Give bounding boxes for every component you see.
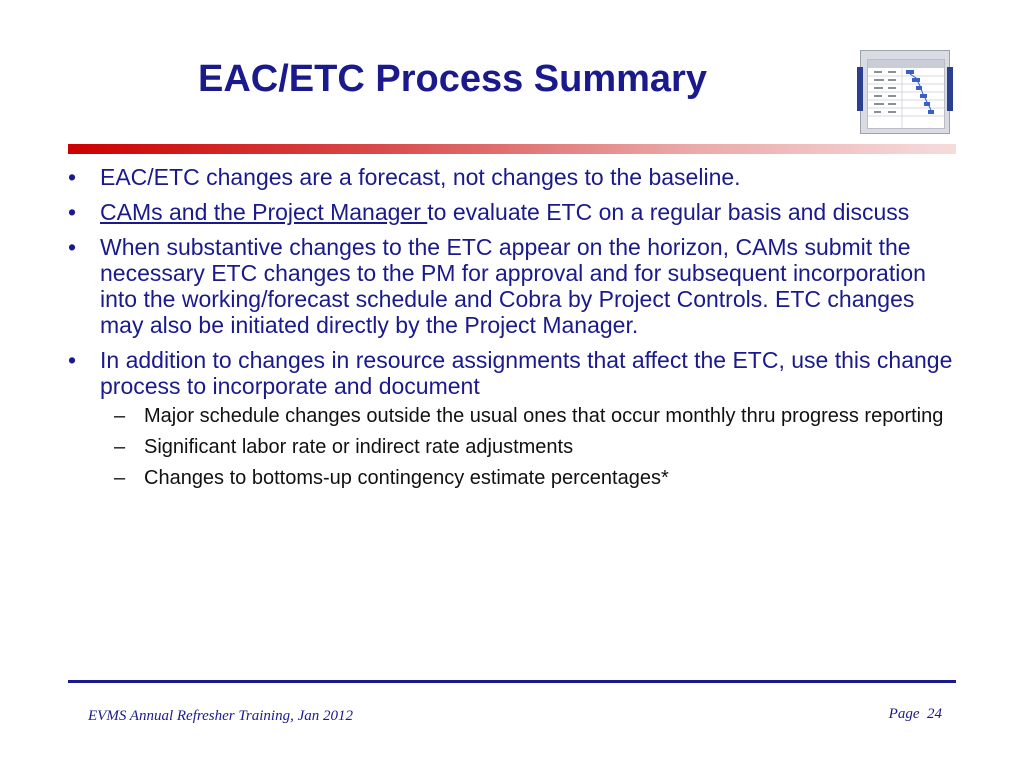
dash-glyph: – [114,405,126,427]
page-label: Page [888,706,920,722]
sub-bullet-item [100,467,958,490]
bullet-list [68,164,958,490]
gantt-chart-icon [868,60,944,128]
sub-bullet-list [100,405,958,490]
bullet-glyph: • [68,234,77,260]
footer-course-title: EVMS Annual Refresher Training, Jan 2012 [88,708,353,724]
cams-pm-underlined-text: CAMs and the Project Manager [100,199,428,225]
bullet-glyph: • [68,164,77,190]
bullet-text: In addition to changes in resource assignments that affect the ETC, use this change process to incorporate and document [100,347,953,399]
sub-bullet-item [100,405,958,428]
bullet-text: EAC/ETC changes are a forecast, not changes to the baseline. [100,164,741,190]
footer-page-number [889,706,942,723]
bullet-glyph: • [68,199,77,225]
bullet-item [68,234,958,338]
dash-glyph: – [114,436,126,458]
bullet-glyph: • [68,347,77,373]
page-number: 24 [927,706,942,722]
thumbnail-sheet [867,59,945,129]
title-divider-gradient [68,144,956,154]
bullet-text: to evaluate ETC on a regular basis and discuss [427,199,910,225]
sub-bullet-text: Significant labor rate or indirect rate adjustments [144,436,574,458]
sub-bullet-item [100,436,958,459]
bullet-item [68,199,958,225]
thumbnail-frame-right [947,67,953,111]
slide-body [68,164,958,499]
bullet-item [68,347,958,490]
sub-bullet-text: Major schedule changes outside the usual ones that occur monthly thru progress reporting [144,405,944,427]
thumbnail-frame-left [857,67,863,111]
sub-bullet-text: Changes to bottoms-up contingency estimate percentages* [144,467,669,489]
slide-title: EAC/ETC Process Summary [198,58,707,100]
bullet-item [68,164,958,190]
bullet-text: When substantive changes to the ETC appear on the horizon, CAMs submit the necessary ETC changes to the PM for approval and for subsequent incorporation into the working/forecast schedule and Cobra by Project Controls. ETC changes may also be initiated directly by the Project Manager. [100,234,926,338]
dash-glyph: – [114,467,126,489]
schedule-thumbnail-icon [860,50,950,134]
footer-divider [68,680,956,683]
